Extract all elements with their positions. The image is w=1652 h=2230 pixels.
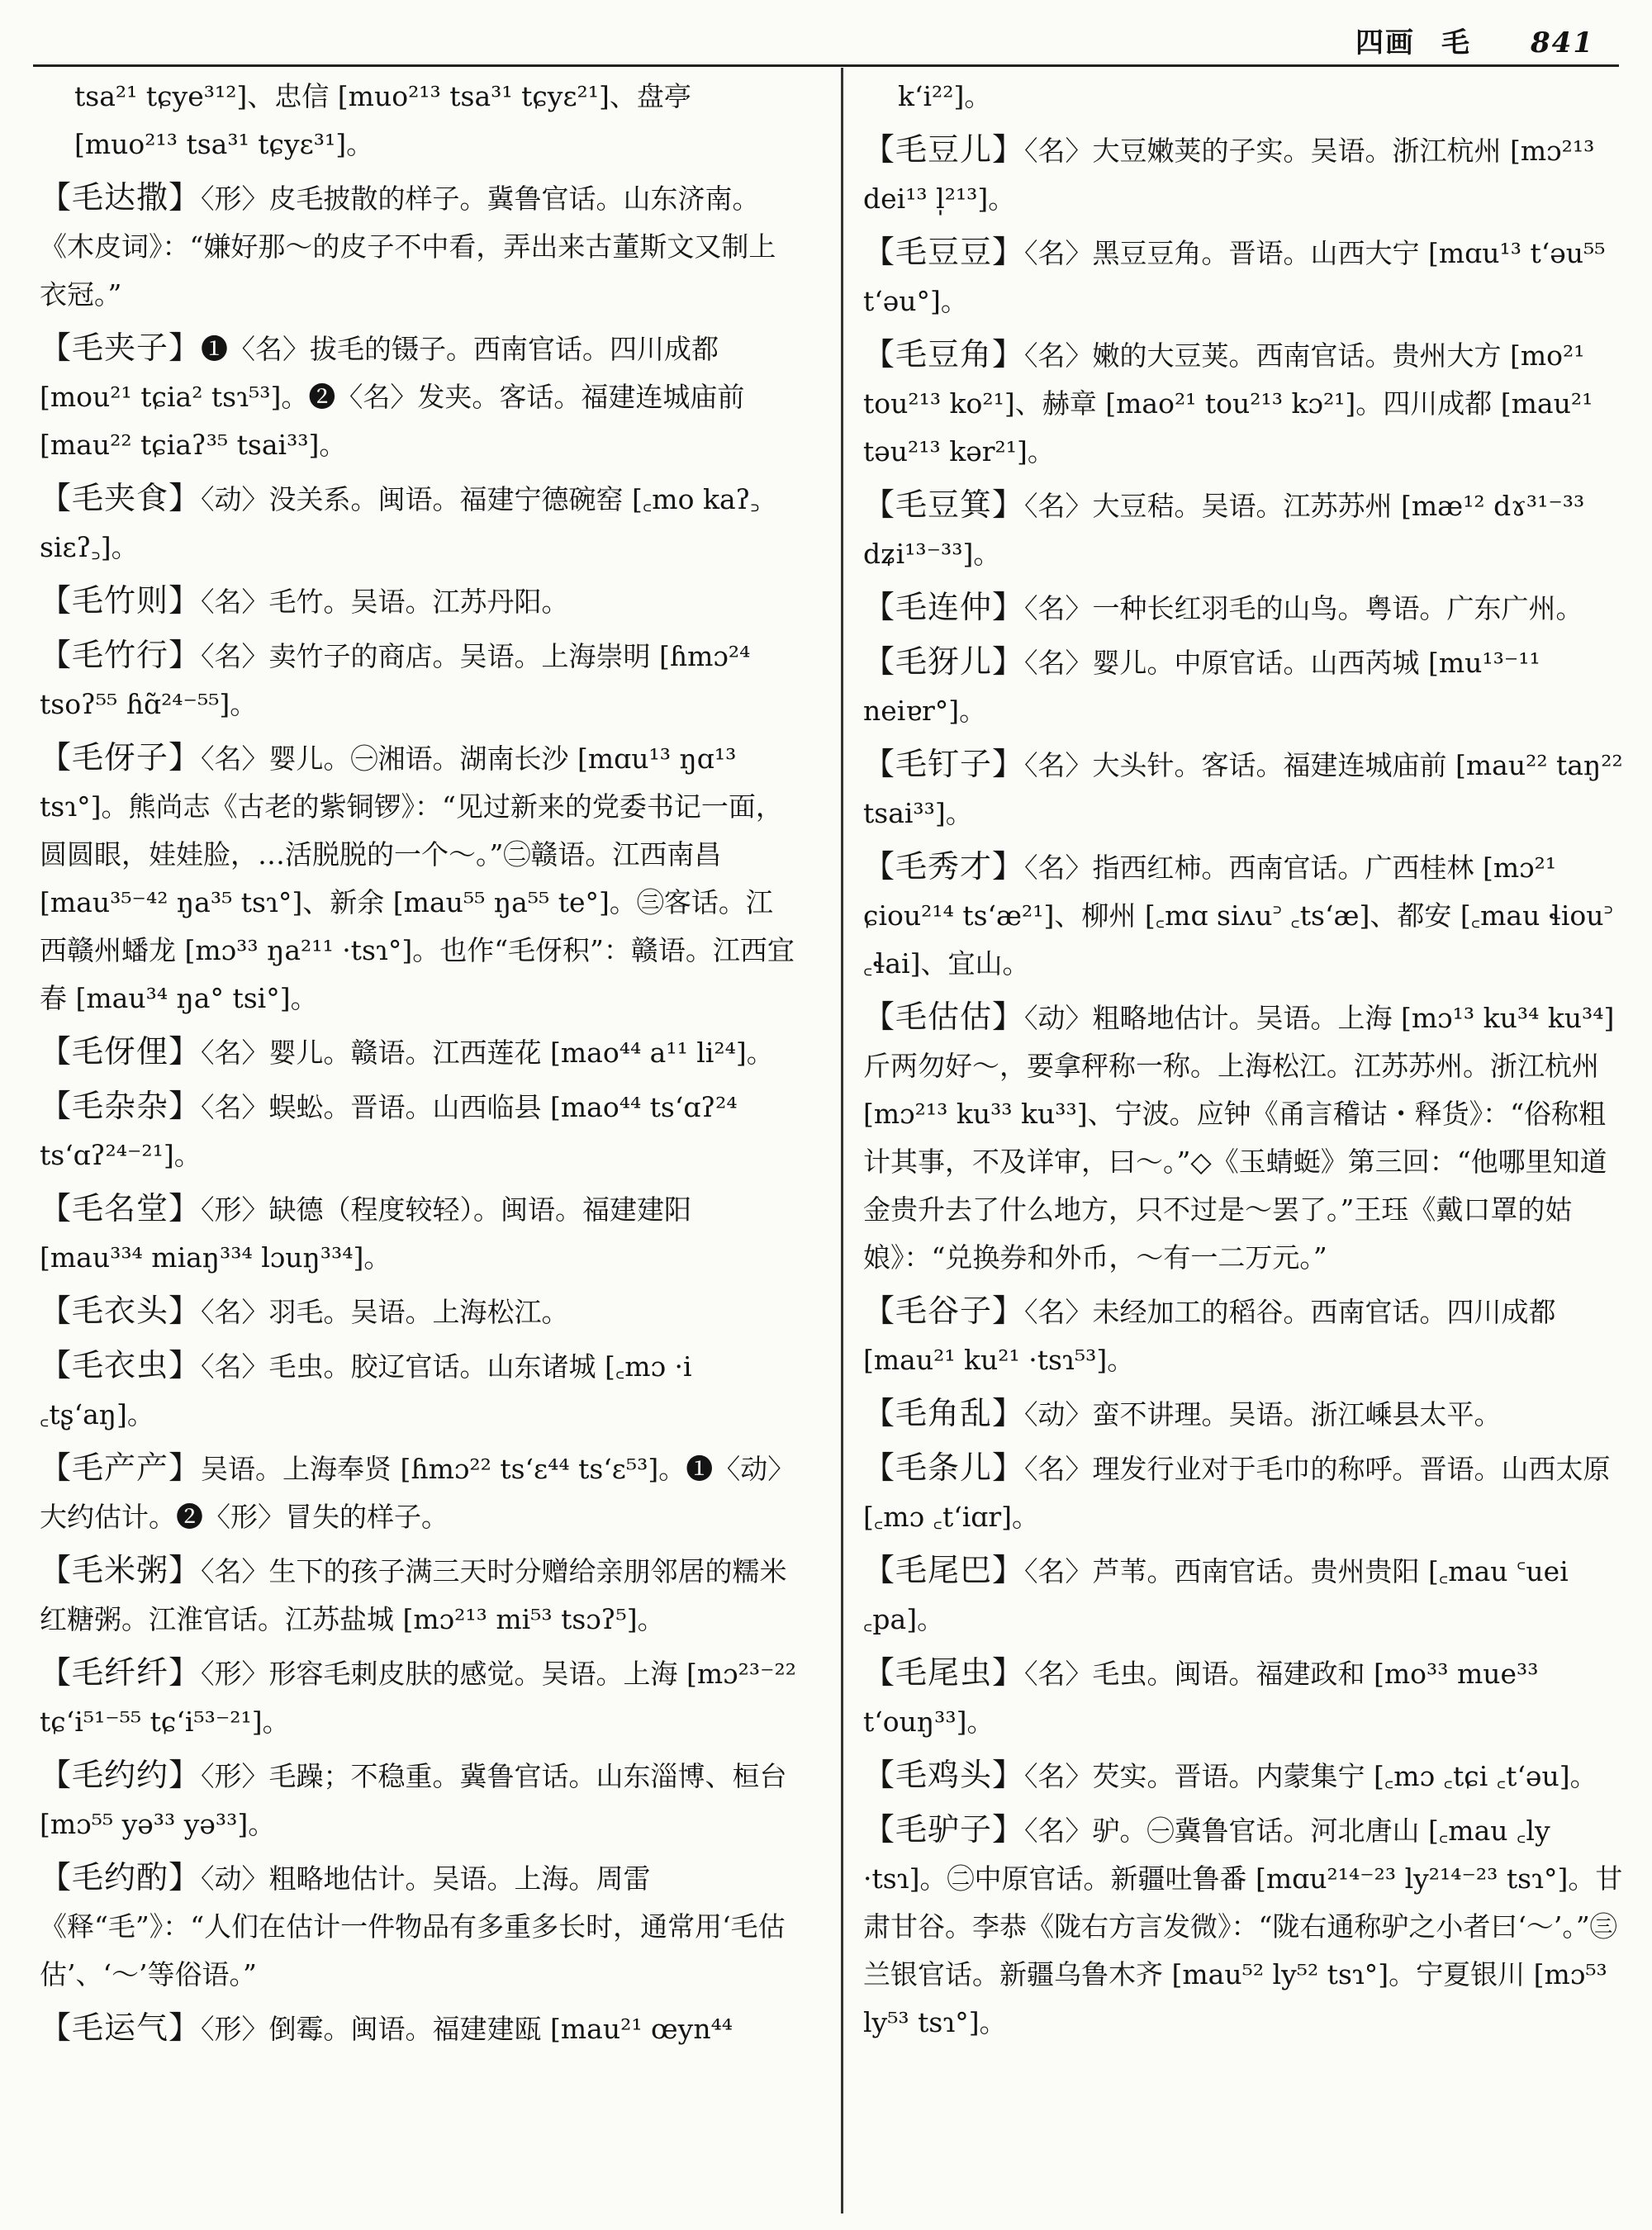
entry-headword: 【毛达撒】 [40,179,202,216]
dictionary-entry [40,733,800,1022]
entry-definition: 〈名〉大豆嫩荚的子实。吴语。浙江杭州 [mɔ²¹³ dei¹³ l̩²¹³]。 [863,135,1595,215]
dictionary-entry [863,481,1623,578]
dictionary-entry [40,1287,800,1336]
entry-definition: 〈形〉形容毛刺皮肤的感觉。吴语。上海 [mɔ²³⁻²² tɕ‘i⁵¹⁻⁵⁵ tɕ‘i⁵³⁻²¹]。 [40,1658,796,1738]
dictionary-entry [40,324,800,469]
dictionary-entry [863,330,1623,476]
entry-definition: 〈名〉卖竹子的商店。吴语。上海崇明 [ɦmɔ²⁴ tsoʔ⁵⁵ ɦɑ̃²⁴⁻⁵⁵]。 [40,640,751,720]
entry-headword: 【毛驴子】 [863,1811,1025,1848]
entry-headword: 【毛尾虫】 [863,1654,1025,1691]
dictionary-entry [40,1027,800,1077]
entry-headword: 【毛衣头】 [40,1293,202,1329]
dictionary-entry [40,2004,800,2053]
dictionary-entry [40,1751,800,1848]
entry-definition: 〈名〉芦苇。西南官话。贵州贵阳 [꜀mau ꜂uei ꜀pa]。 [863,1555,1569,1635]
dictionary-entry [863,228,1623,325]
entry-headword: 【毛约酌】 [40,1859,202,1896]
entry-definition: 〈形〉皮毛披散的样子。冀鲁官话。山东济南。《木皮词》：“嫌好那～的皮子不中看，弄出来古董斯文又制上衣冠。” [40,183,776,311]
entry-headword: 【毛谷子】 [863,1293,1025,1329]
page-number: 841 [1531,26,1594,59]
entry-definition: 〈名〉黑豆豆角。晋语。山西大宁 [mɑu¹³ t‘əu⁵⁵ t‘əu°]。 [863,237,1606,317]
page-header [1355,20,1594,60]
entry-headword: 【毛产产】 [40,1450,202,1486]
entry-definition: 〈名〉羽毛。吴语。上海松江。 [201,1296,569,1328]
entry-headword: 【毛运气】 [40,2009,202,2046]
dictionary-entry [863,740,1623,837]
entry-definition: 〈动〉粗略地估计。吴语。上海 [mɔ¹³ ku³⁴ ku³⁴] 斤两勿好～，要拿秤称一称。上海松江。江苏苏州。浙江杭州 [mɔ²¹³ ku³³ ku³³]、宁波。应钟《甬言稽诂・释货》：“俗称粗计其事，不及详审，曰～。”◇《玉蜻蜓》第三回：“他哪里知道金贵升去了什么地方，只不过是～罢了。”王珏《戴口罩的姑娘》：“兑换券和外币，～有一二万元。” [863,1002,1615,1274]
entry-definition: 〈名〉芡实。晋语。内蒙集宁 [꜀mɔ ꜀tɕi ꜀t‘əu]。 [1024,1760,1597,1792]
entry-headword: 【毛衣虫】 [40,1347,202,1383]
entry-definition: 〈名〉婴儿。中原官话。山西芮城 [mu¹³⁻¹¹ neiɐr°]。 [863,647,1540,727]
entry-headword: 【毛竹则】 [40,582,202,619]
entry-definition: 〈名〉大头针。客话。福建连城庙前 [mau²² taŋ²² tsai³³]。 [863,749,1623,829]
dictionary-entry [40,1546,800,1644]
entry-definition: 〈名〉蜈蚣。晋语。山西临县 [mao⁴⁴ ts‘ɑʔ²⁴ ts‘ɑʔ²⁴⁻²¹]。 [40,1091,738,1171]
entry-definition: 〈名〉婴儿。赣语。江西莲花 [mao⁴⁴ a¹¹ li²⁴]。 [201,1037,774,1069]
radical-label: 毛 [1441,26,1472,59]
entry-definition: 〈名〉未经加工的稻谷。西南官话。四川成都 [mau²¹ ku²¹ ·tsɿ⁵³]。 [863,1296,1556,1376]
dictionary-entry [863,1649,1623,1746]
dictionary-entry [40,1649,800,1746]
entry-definition: 〈名〉毛虫。胶辽官话。山东诸城 [꜀mɔ ·i ꜀tʂ‘aŋ]。 [40,1350,692,1431]
entry-headword: 【毛连仲】 [863,589,1025,625]
dictionary-entry [863,73,1623,121]
dictionary-entry [40,1853,800,1999]
section-label: 四画 [1355,26,1416,59]
entry-headword: 【毛豆角】 [863,336,1025,372]
dictionary-entry [863,583,1623,633]
entry-headword: 【毛米粥】 [40,1552,202,1588]
entry-headword: 【毛夹食】 [40,480,202,516]
entry-headword: 【毛秀才】 [863,848,1025,885]
dictionary-entry [40,173,800,319]
entry-definition: 〈形〉缺德（程度较轻）。闽语。福建建阳 [mau³³⁴ miaŋ³³⁴ lɔuŋ³³⁴]。 [40,1193,692,1274]
dictionary-entry [863,1389,1623,1439]
entry-headword: 【毛条儿】 [863,1450,1025,1486]
dictionary-entry [40,1082,800,1179]
dictionary-entry [863,842,1623,988]
dictionary-entry [40,576,800,626]
column-divider [841,68,843,2213]
dictionary-entry [863,126,1623,223]
entry-headword: 【毛尾巴】 [863,1552,1025,1588]
dictionary-entry [863,1751,1623,1801]
right-column [863,73,1623,2052]
entry-definition: 〈动〉粗略地估计。吴语。上海。周雷《释“毛”》：“人们在估计一件物品有多重多长时，通常用‘毛估估’、‘～’等俗语。” [40,1862,786,1990]
entry-definition: 〈名〉一种长红羽毛的山鸟。粤语。广东广州。 [1024,592,1583,624]
entry-headword: 【毛杂杂】 [40,1088,202,1124]
entry-headword: 【毛钉子】 [863,746,1025,782]
entry-headword: 【毛纤纤】 [40,1654,202,1691]
entry-definition: 〈动〉蛮不讲理。吴语。浙江嵊县太平。 [1024,1398,1502,1431]
entry-definition: k‘i²²]。 [898,80,992,112]
entry-definition: 〈名〉理发行业对于毛巾的称呼。晋语。山西太原 [꜀mɔ ꜀t‘iɑr]。 [863,1453,1611,1533]
entry-definition: 〈形〉倒霉。闽语。福建建瓯 [mau²¹ œyn⁴⁴ [201,2013,733,2045]
entry-headword: 【毛估估】 [863,999,1025,1035]
entry-headword: 【毛豆箕】 [863,486,1025,523]
dictionary-entry [40,631,800,728]
entry-headword: 【毛豆儿】 [863,131,1025,168]
dictionary-entry [40,1341,800,1439]
header-rule [33,64,1619,67]
dictionary-entry [863,993,1623,1282]
entry-headword: 【毛竹行】 [40,637,202,673]
entry-definition: 〈名〉婴儿。㊀湘语。湖南长沙 [mɑu¹³ ŋɑ¹³ tsɿ°]。熊尚志《古老的紫铜锣》：“见过新来的党委书记一面，圆圆眼，娃娃脸，…活脱脱的一个～。”㊁赣语。江西南昌 [mau³⁵⁻⁴² ŋa³⁵ tsɿ°]、新余 [mau⁵⁵ ŋa⁵⁵ te°]。㊂客话。江西赣州蟠龙 [mɔ³³ ŋa²¹¹ ·tsɿ°]。也作“毛伢积”：赣语。江西宜春 [mau³⁴ ŋa° tsi°]。 [40,743,795,1014]
entry-definition: 〈名〉大豆秸。吴语。江苏苏州 [mæ¹² dɤ³¹⁻³³ dʑi¹³⁻³³]。 [863,490,1585,570]
dictionary-entry [863,638,1623,735]
dictionary-entry [863,1546,1623,1644]
dictionary-entry [40,1444,800,1541]
entry-headword: 【毛鸡头】 [863,1757,1025,1793]
entry-definition: 〈名〉指西红柿。西南官话。广西桂林 [mɔ²¹ ɕiou²¹⁴ ts‘æ²¹]、柳州 [꜀mɑ siʌu꜄ ꜀ts‘æ]、都安 [꜀mau ɬiou꜄ ꜀ɬai]、宜山。 [863,852,1613,980]
entry-headword: 【毛夹子】 [40,330,202,366]
dictionary-entry [863,1805,1623,2047]
entry-headword: 【毛名堂】 [40,1190,202,1226]
entry-definition: 〈名〉毛虫。闽语。福建政和 [mo³³ mue³³ t‘ouŋ³³]。 [863,1658,1539,1738]
dictionary-entry [40,1184,800,1282]
entry-definition: tsa²¹ tɕye³¹²]、忠信 [muo²¹³ tsa³¹ tɕyɛ²¹]、盘亭 [muo²¹³ tsa³¹ tɕyɛ³¹]。 [74,80,691,160]
entry-definition: 〈名〉驴。㊀冀鲁官话。河北唐山 [꜀mau ꜀ly ·tsɿ]。㊁中原官话。新疆吐鲁番 [mɑu²¹⁴⁻²³ ly²¹⁴⁻²³ tsɿ°]。甘肃甘谷。李恭《陇右方言发微》：“陇右通称驴之小者曰‘～’。”㊂兰银官话。新疆乌鲁木齐 [mau⁵² ly⁵² tsɿ°]。宁夏银川 [mɔ⁵³ ly⁵³ tsɿ°]。 [863,1815,1623,2038]
dictionary-entry [863,1287,1623,1384]
entry-definition: 吴语。上海奉贤 [ɦmɔ²² ts‘ɛ⁴⁴ ts‘ɛ⁵³]。❶〈动〉大约估计。❷〈形〉冒失的样子。 [40,1453,795,1533]
entry-headword: 【毛豆豆】 [863,234,1025,270]
entry-definition: 〈动〉没关系。闽语。福建宁德碗窑 [꜀mo kaʔ꜆ siɛʔ꜆]。 [40,483,760,563]
entry-definition: 〈名〉生下的孩子满三天时分赠给亲朋邻居的糯米红糖粥。江淮官话。江苏盐城 [mɔ²¹³ mi⁵³ tsɔʔ⁵]。 [40,1555,787,1635]
entry-headword: 【毛伢俚】 [40,1033,202,1070]
entry-definition: 〈名〉毛竹。吴语。江苏丹阳。 [201,586,569,618]
dictionary-entry [40,474,800,572]
entry-headword: 【毛伢子】 [40,739,202,776]
entry-definition: 〈形〉毛躁；不稳重。冀鲁官话。山东淄博、桓台 [mɔ⁵⁵ yə³³ yə³³]。 [40,1760,787,1840]
entry-definition: 〈名〉嫩的大豆荚。西南官话。贵州大方 [mo²¹ tou²¹³ ko²¹]、赫章 [mao²¹ tou²¹³ kɔ²¹]。四川成都 [mau²¹ təu²¹³ kər²¹]。 [863,339,1593,467]
dictionary-entry [40,73,800,168]
dictionary-entry [863,1444,1623,1541]
left-column [40,73,800,2058]
entry-headword: 【毛角乱】 [863,1395,1025,1431]
entry-definition: ❶〈名〉拔毛的镊子。西南官话。四川成都 [mou²¹ tɕia² tsɿ⁵³]。❷〈名〉发夹。客话。福建连城庙前 [mau²² tɕiaʔ³⁵ tsai³³]。 [40,333,745,461]
entry-headword: 【毛犽儿】 [863,643,1025,680]
entry-headword: 【毛约约】 [40,1757,202,1793]
